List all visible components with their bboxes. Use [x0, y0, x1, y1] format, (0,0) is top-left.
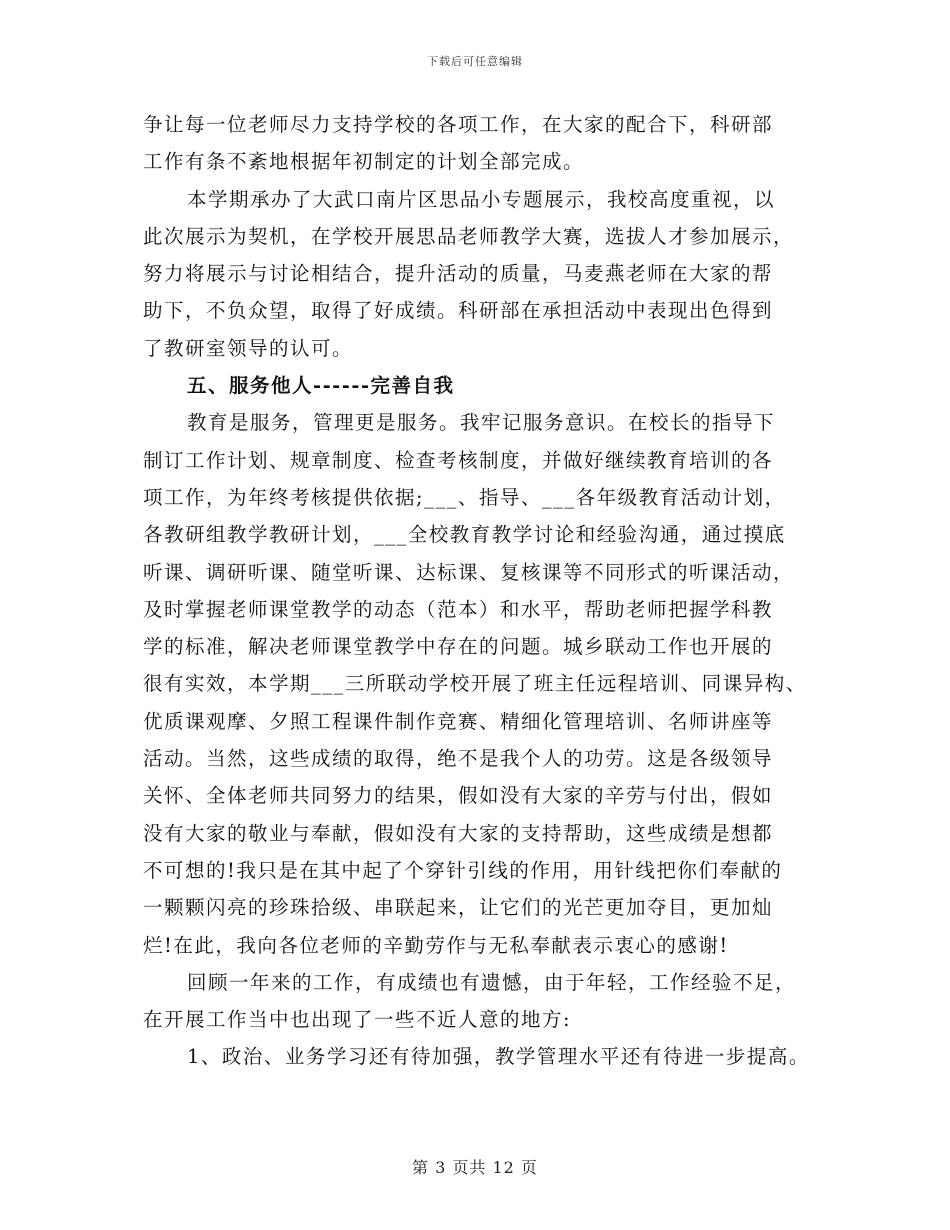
paragraph-line: 烂!在此，我向各位老师的辛勤劳作与无私奉献表示衷心的感谢!	[143, 933, 729, 957]
paragraph-line: 一颗颗闪亮的珍珠拾级、串联起来，让它们的光芒更加夺目，更加灿	[143, 896, 774, 920]
paragraph-line: 不可想的!我只是在其中起了个穿针引线的作用，用针线把你们奉献的	[143, 858, 783, 882]
paragraph-line: 本学期承办了大武口南片区思品小专题展示，我校高度重视，以	[187, 187, 776, 211]
list-item: 1、政治、业务学习还有待加强，教学管理水平还有待进一步提高。	[187, 1045, 810, 1069]
paragraph-line: 争让每一位老师尽力支持学校的各项工作，在大家的配合下，科研部	[143, 113, 774, 136]
paragraph-line: 了教研室领导的认可。	[143, 336, 354, 360]
paragraph-line: 及时掌握老师课堂教学的动态（范本）和水平，帮助老师把握学科教	[143, 597, 774, 621]
paragraph-line: 努力将展示与讨论相结合，提升活动的质量，马麦燕老师在大家的帮	[143, 262, 774, 286]
page-number: 第 3 页共 12 页	[412, 1158, 538, 1177]
paragraph-line: 优质课观摩、夕照工程课件制作竞赛、精细化管理培训、名师讲座等	[143, 709, 774, 733]
paragraph-line: 回顾一年来的工作，有成绩也有遗憾，由于年轻，工作经验不足，	[187, 970, 797, 994]
paragraph-line: 没有大家的敬业与奉献，假如没有大家的支持帮助，这些成绩是想都	[143, 821, 774, 845]
paragraph-line: 活动。当然，这些成绩的取得，绝不是我个人的功劳。这是各级领导	[143, 747, 774, 771]
paragraph-line: 学的标准，解决老师课堂教学中存在的问题。城乡联动工作也开展的	[143, 635, 774, 659]
paragraph-line: 助下，不负众望，取得了好成绩。科研部在承担活动中表现出色得到	[143, 299, 774, 323]
paragraph-line: 此次展示为契机，在学校开展思品老师教学大赛，选拔人才参加展示，	[143, 224, 795, 248]
paragraph-line: 工作有条不紊地根据年初制定的计划全部完成。	[143, 150, 585, 174]
page-header: 下载后可任意编辑	[427, 55, 523, 68]
paragraph-line: 关怀、全体老师共同努力的结果，假如没有大家的辛劳与付出，假如	[143, 784, 774, 808]
paragraph-line: 制订工作计划、规章制度、检查考核制度，并做好继续教育培训的各	[143, 448, 774, 472]
paragraph-line: 各教研组教学教研计划，___全校教育教学讨论和经验沟通，通过摸底	[143, 523, 786, 547]
section-heading: 五、服务他人------完善自我	[187, 374, 455, 398]
paragraph-line: 项工作，为年终考核提供依据;___、指导、___各年级教育活动计划，	[143, 485, 786, 509]
paragraph-line: 很有实效，本学期___三所联动学校开展了班主任远程培训、同课异构、	[143, 672, 807, 696]
document-body	[143, 106, 833, 1076]
paragraph-line: 听课、调研听课、随堂听课、达标课、复核课等不同形式的听课活动，	[143, 560, 795, 584]
paragraph-line: 在开展工作当中也出现了一些不近人意的地方:	[143, 1008, 572, 1032]
paragraph-line: 教育是服务，管理更是服务。我牢记服务意识。在校长的指导下	[187, 411, 776, 435]
